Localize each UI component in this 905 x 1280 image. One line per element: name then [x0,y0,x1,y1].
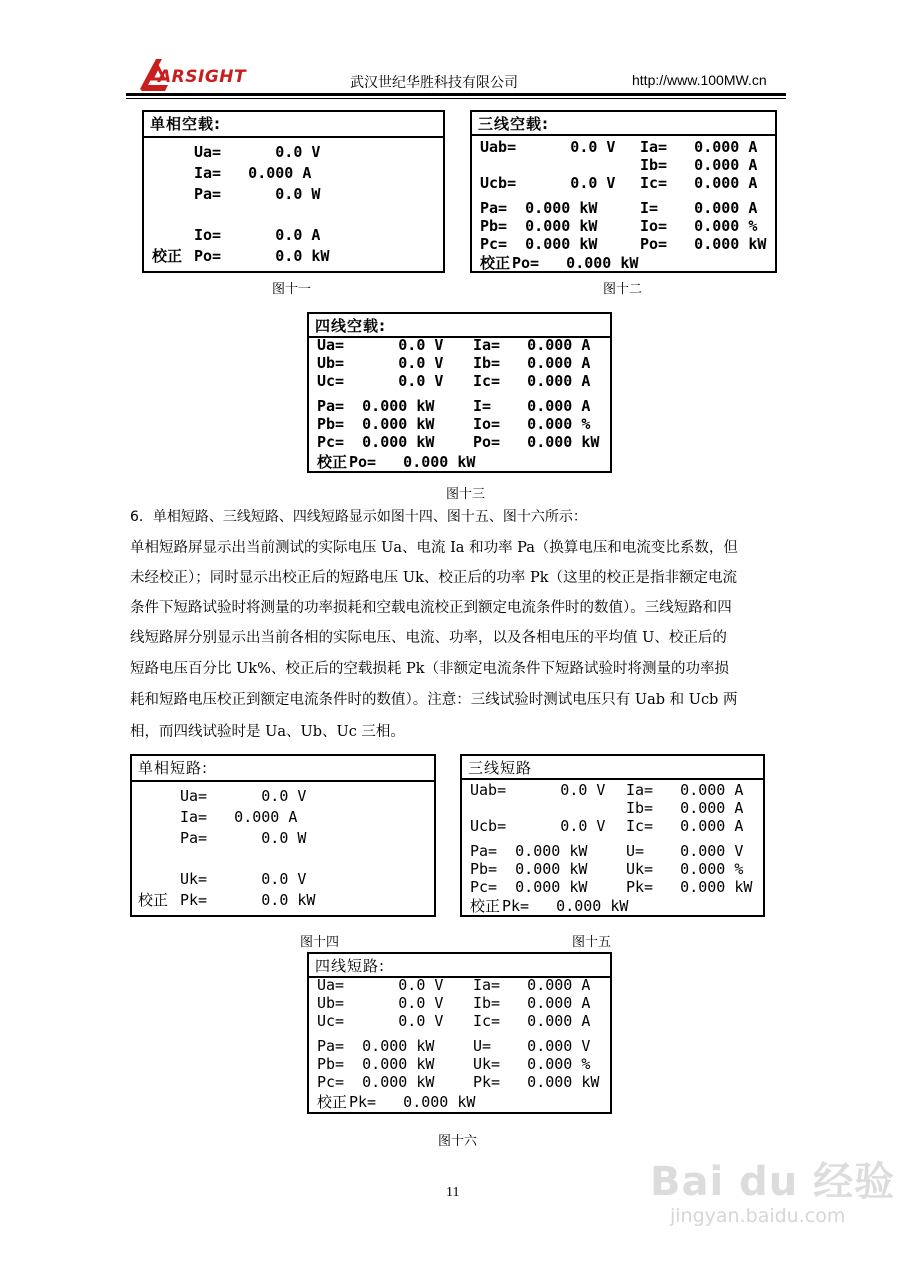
readout-u: U= 0.000 V [626,842,744,860]
readout-pb: Pb= 0.000 kW [317,1055,435,1073]
readout-io: Io= 0.000 % [473,415,591,433]
readout-pc: Pc= 0.000 kW [317,1073,435,1091]
figure-caption: 图十一 [272,282,312,297]
readout-corrected-label: 校正 [480,254,511,272]
readout-ub: Ub= 0.0 V [317,994,444,1012]
lcd-panel-three-wire-short [460,754,765,917]
readout-ib: Ib= 0.000 A [626,799,744,817]
readout-ucb: Ucb= 0.0 V [470,817,606,835]
readout-po: Po= 0.000 kW [640,235,767,253]
readout-uk: Uk= 0.000 % [626,860,744,878]
readout-pa: Pa= 0.0 W [180,829,307,847]
panel-separator [132,780,434,782]
readout-io: Io= 0.0 A [194,226,321,244]
panel-title: 三线短路 [468,759,533,777]
paragraph-line: 单相短路屏显示出当前测试的实际电压 Ua、电流 Ia 和功率 Pa（换算电压和电流变比系数，但 [130,540,738,556]
readout-ub: Ub= 0.0 V [317,354,444,372]
readout-ia: Ia= 0.000 A [473,976,591,994]
readout-corrected-pk: Pk= 0.0 kW [180,891,316,909]
readout-corrected-po: Po= 0.000 kW [512,254,639,272]
readout-corrected-po: Po= 0.0 kW [194,247,330,265]
header-rule [126,93,786,96]
readout-ib: Ib= 0.000 A [473,994,591,1012]
page-number: 11 [446,1185,460,1200]
paragraph-line: 耗和短路电压校正到额定电流条件时的数值）。注意：三线试验时测试电压只有 Uab 和 Ucb 两 [130,692,738,708]
lcd-panel-single-phase-short [130,754,436,917]
readout-pk: Pk= 0.000 kW [626,878,753,896]
figure-caption: 图十五 [572,935,612,950]
readout-po: Po= 0.000 kW [473,433,600,451]
lcd-panel-three-wire-noload [470,110,777,273]
readout-u: U= 0.000 V [473,1037,591,1055]
readout-uk: Uk= 0.0 V [180,870,307,888]
readout-pa: Pa= 0.0 W [194,185,321,203]
readout-ic: Ic= 0.000 A [626,817,744,835]
readout-ic: Ic= 0.000 A [473,372,591,390]
lcd-panel-four-wire-noload [307,312,612,473]
readout-pc: Pc= 0.000 kW [470,878,588,896]
readout-pk: Pk= 0.000 kW [473,1073,600,1091]
panel-separator [462,778,763,780]
lcd-panel-single-phase-noload [142,110,445,273]
readout-io: Io= 0.000 % [640,217,758,235]
readout-pa: Pa= 0.000 kW [317,397,435,415]
readout-uc: Uc= 0.0 V [317,372,444,390]
readout-ia: Ia= 0.000 A [626,781,744,799]
readout-corrected-label: 校正 [470,897,501,915]
paragraph-line: 线短路屏分别显示出当前各相的实际电压、电流、功率，以及各相电压的平均值 U、校正后的 [130,630,727,646]
panel-title: 三线空载: [478,115,549,133]
readout-pa: Pa= 0.000 kW [317,1037,435,1055]
readout-pb: Pb= 0.000 kW [480,217,598,235]
readout-corrected-label: 校正 [138,891,169,909]
readout-ia: Ia= 0.000 A [640,138,758,156]
readout-pc: Pc= 0.000 kW [317,433,435,451]
readout-ua: Ua= 0.0 V [194,143,321,161]
readout-ic: Ic= 0.000 A [640,174,758,192]
logo-text: ARSIGHT [158,67,247,87]
readout-ia: Ia= 0.000 A [194,164,312,182]
figure-caption: 图十二 [603,282,643,297]
watermark-brand: Bai du 经验 [650,1159,896,1205]
readout-pb: Pb= 0.000 kW [470,860,588,878]
readout-ib: Ib= 0.000 A [640,156,758,174]
company-name: 武汉世纪华胜科技有限公司 [350,75,518,91]
readout-corrected-pk: Pk= 0.000 kW [502,897,629,915]
readout-ib: Ib= 0.000 A [473,354,591,372]
readout-uk: Uk= 0.000 % [473,1055,591,1073]
readout-uab: Uab= 0.0 V [480,138,616,156]
paragraph-line: 条件下短路试验时将测量的功率损耗和空载电流校正到额定电流条件时的数值）。三线短路和四 [130,600,732,616]
panel-title: 单相短路: [138,759,209,777]
readout-ua: Ua= 0.0 V [317,336,444,354]
panel-separator [144,136,443,138]
readout-ucb: Ucb= 0.0 V [480,174,616,192]
readout-pb: Pb= 0.000 kW [317,415,435,433]
readout-corrected-pk: Pk= 0.000 kW [349,1093,476,1111]
readout-pa: Pa= 0.000 kW [470,842,588,860]
readout-corrected-label: 校正 [152,247,183,265]
panel-title: 四线短路: [315,957,386,975]
readout-ua: Ua= 0.0 V [180,787,307,805]
readout-corrected-label: 校正 [317,453,348,471]
lcd-panel-four-wire-short [307,952,612,1114]
paragraph-line: 短路电压百分比 Uk%、校正后的空载损耗 Pk（非额定电流条件下短路试验时将测量的功率损 [130,661,730,677]
readout-ia: Ia= 0.000 A [473,336,591,354]
panel-title: 单相空载: [150,115,221,133]
figure-caption: 图十四 [300,935,340,950]
paragraph-line: 相，而四线试验时是 Ua、Ub、Uc 三相。 [130,724,405,740]
header-url[interactable]: http://www.100MW.cn [632,72,767,88]
readout-ua: Ua= 0.0 V [317,976,444,994]
readout-corrected-po: Po= 0.000 kW [349,453,476,471]
readout-uab: Uab= 0.0 V [470,781,606,799]
figure-caption: 图十六 [438,1134,478,1149]
section-heading: 6．单相短路、三线短路、四线短路显示如图十四、图十五、图十六所示： [130,509,587,525]
readout-pc: Pc= 0.000 kW [480,235,598,253]
panel-separator [472,134,775,136]
readout-i: I= 0.000 A [473,397,591,415]
readout-uc: Uc= 0.0 V [317,1012,444,1030]
readout-i: I= 0.000 A [640,199,758,217]
paragraph-line: 未经校正）；同时显示出校正后的短路电压 Uk、校正后的功率 Pk（这里的校正是指非额定电流 [130,570,738,586]
watermark-site: jingyan.baidu.com [670,1205,846,1227]
readout-ia: Ia= 0.000 A [180,808,298,826]
header-rule-thin [126,98,786,99]
readout-corrected-label: 校正 [317,1093,348,1111]
figure-caption: 图十三 [446,487,486,502]
panel-title: 四线空载: [315,317,386,335]
readout-pa: Pa= 0.000 kW [480,199,598,217]
readout-ic: Ic= 0.000 A [473,1012,591,1030]
